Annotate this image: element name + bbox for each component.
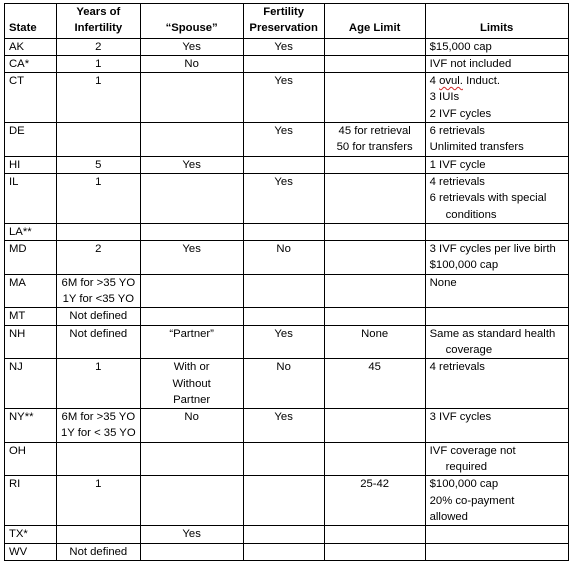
cell-line: coverage <box>445 343 493 356</box>
fertility-cell <box>243 325 324 359</box>
cell-line: 1 <box>95 75 102 88</box>
header-spouse: “Spouse” <box>140 4 243 39</box>
header-years-line: Infertility <box>74 22 123 35</box>
spouse-cell <box>140 38 243 55</box>
state-cell: DE <box>5 123 57 157</box>
state-cell: NH <box>5 325 57 359</box>
fertility-cell <box>243 442 324 476</box>
limits-cell <box>425 359 568 409</box>
header-limits: Limits <box>425 4 568 39</box>
state-cell: NY** <box>5 409 57 443</box>
limits-cell <box>425 442 568 476</box>
age-limit-cell <box>324 241 425 275</box>
table-row <box>5 308 569 325</box>
years-cell <box>57 325 141 359</box>
state-cell: TX* <box>5 526 57 543</box>
spouse-cell <box>140 55 243 72</box>
cell-line: Same as standard health <box>429 327 556 340</box>
limits-cell <box>425 223 568 240</box>
header-years-line: Years of <box>76 6 121 18</box>
table-row <box>5 409 569 443</box>
years-cell <box>57 223 141 240</box>
limits-cell <box>425 476 568 526</box>
table-body <box>5 38 569 560</box>
table-row <box>5 442 569 476</box>
cell-line: Yes <box>274 40 293 53</box>
age-limit-cell <box>324 173 425 223</box>
cell-line: $100,000 cap <box>429 259 499 272</box>
cell-line: None <box>361 327 389 340</box>
table-row <box>5 173 569 223</box>
cell-line: Yes <box>274 175 293 188</box>
cell-line: IVF coverage not <box>429 444 516 457</box>
years-cell <box>57 156 141 173</box>
table-header-row <box>5 4 569 39</box>
age-limit-cell <box>324 73 425 123</box>
cell-line: Unlimited transfers <box>429 141 524 154</box>
cell-line: 1 IVF cycle <box>429 158 486 171</box>
table-row <box>5 156 569 173</box>
cell-line: No <box>184 57 199 70</box>
age-limit-cell <box>324 442 425 476</box>
age-limit-cell <box>324 274 425 308</box>
cell-line: 5 <box>95 158 102 171</box>
state-cell: MA <box>5 274 57 308</box>
years-cell <box>57 241 141 275</box>
cell-line: $100,000 cap <box>429 478 499 491</box>
spouse-cell <box>140 526 243 543</box>
spouse-cell <box>140 476 243 526</box>
limits-cell <box>425 241 568 275</box>
age-limit-cell <box>324 359 425 409</box>
table-row <box>5 526 569 543</box>
cell-line: 4 ovul. Induct. <box>429 75 500 88</box>
age-limit-cell <box>324 123 425 157</box>
cell-line: “Partner” <box>169 327 214 340</box>
cell-line: 2 IVF cycles <box>429 107 492 120</box>
header-years <box>57 4 141 39</box>
cell-line: 50 for transfers <box>336 141 413 154</box>
fertility-cell <box>243 55 324 72</box>
state-cell: MD <box>5 241 57 275</box>
fertility-cell <box>243 73 324 123</box>
document-page <box>4 3 569 561</box>
age-limit-cell <box>324 409 425 443</box>
cell-line: 1 <box>95 478 102 491</box>
header-fertility <box>243 4 324 39</box>
cell-line: Not defined <box>69 327 128 340</box>
fertility-cell <box>243 223 324 240</box>
table-row <box>5 73 569 123</box>
spouse-cell <box>140 223 243 240</box>
fertility-cell <box>243 241 324 275</box>
limits-cell <box>425 55 568 72</box>
spouse-cell <box>140 308 243 325</box>
age-limit-cell <box>324 308 425 325</box>
cell-line: Yes <box>274 125 293 138</box>
fertility-cell <box>243 526 324 543</box>
cell-line: Yes <box>182 158 201 171</box>
cell-line: 20% co-payment <box>429 494 515 507</box>
limits-cell <box>425 409 568 443</box>
cell-line: 2 <box>95 40 102 53</box>
table-row <box>5 123 569 157</box>
cell-line: Not defined <box>69 310 128 323</box>
spouse-cell <box>140 156 243 173</box>
table-row <box>5 55 569 72</box>
cell-line: Partner <box>173 393 211 406</box>
cell-line: 25-42 <box>360 478 390 491</box>
fertility-cell <box>243 359 324 409</box>
years-cell <box>57 123 141 157</box>
fertility-cell <box>243 173 324 223</box>
cell-line: Yes <box>274 75 293 88</box>
cell-line: $15,000 cap <box>429 40 492 53</box>
fertility-cell <box>243 38 324 55</box>
cell-line: No <box>184 411 199 424</box>
fertility-cell <box>243 274 324 308</box>
cell-line: 1 <box>95 57 102 70</box>
cell-line: 6 retrievals <box>429 125 485 138</box>
years-cell <box>57 308 141 325</box>
limits-cell <box>425 325 568 359</box>
header-fertility-line: Preservation <box>249 22 318 35</box>
cell-line: IVF not included <box>429 57 512 70</box>
state-cell: OH <box>5 442 57 476</box>
state-cell: LA** <box>5 223 57 240</box>
fertility-cell <box>243 123 324 157</box>
cell-line: 4 retrievals <box>429 361 485 374</box>
header-age-limit: Age Limit <box>324 4 425 39</box>
spouse-cell <box>140 409 243 443</box>
age-limit-cell <box>324 156 425 173</box>
table-row <box>5 241 569 275</box>
state-cell: CT <box>5 73 57 123</box>
age-limit-cell <box>324 476 425 526</box>
age-limit-cell <box>324 38 425 55</box>
age-limit-cell <box>324 526 425 543</box>
spellcheck-word: ovul. <box>439 75 463 88</box>
spouse-cell <box>140 173 243 223</box>
limits-cell <box>425 173 568 223</box>
age-limit-cell <box>324 325 425 359</box>
spouse-cell <box>140 325 243 359</box>
state-cell: NJ <box>5 359 57 409</box>
years-cell <box>57 38 141 55</box>
limits-cell <box>425 308 568 325</box>
spouse-cell <box>140 442 243 476</box>
state-cell: MT <box>5 308 57 325</box>
cell-line: No <box>276 361 291 374</box>
table-row <box>5 359 569 409</box>
cell-line: None <box>429 276 457 289</box>
years-cell <box>57 359 141 409</box>
table-row <box>5 223 569 240</box>
cell-line: 45 <box>368 361 381 374</box>
fertility-cell <box>243 308 324 325</box>
years-cell <box>57 173 141 223</box>
state-cell: HI <box>5 156 57 173</box>
spouse-cell <box>140 123 243 157</box>
cell-line: Without <box>172 377 211 390</box>
cell-line: With or <box>173 361 210 374</box>
cell-line: required <box>445 461 488 474</box>
table-row <box>5 38 569 55</box>
years-cell <box>57 274 141 308</box>
state-cell: IL <box>5 173 57 223</box>
limits-cell <box>425 274 568 308</box>
cell-line: 3 IVF cycles per live birth <box>429 243 556 256</box>
cell-line: Yes <box>182 528 201 541</box>
cell-line: Yes <box>182 40 201 53</box>
state-coverage-table <box>4 3 569 561</box>
state-cell: WV <box>5 543 57 560</box>
cell-line: allowed <box>429 510 468 523</box>
cell-line: Not defined <box>69 545 128 558</box>
fertility-cell <box>243 156 324 173</box>
years-cell <box>57 73 141 123</box>
age-limit-cell <box>324 55 425 72</box>
table-row <box>5 476 569 526</box>
cell-line: 2 <box>95 243 102 256</box>
fertility-cell <box>243 476 324 526</box>
spouse-cell <box>140 241 243 275</box>
years-cell <box>57 409 141 443</box>
cell-line: Yes <box>274 411 293 424</box>
spouse-cell <box>140 359 243 409</box>
cell-line: 1 <box>95 175 102 188</box>
fertility-cell <box>243 409 324 443</box>
limits-cell <box>425 38 568 55</box>
years-cell <box>57 442 141 476</box>
cell-line: 45 for retrieval <box>338 125 411 138</box>
cell-line: 1Y for <35 YO <box>62 293 135 306</box>
state-cell: RI <box>5 476 57 526</box>
cell-line: 3 IVF cycles <box>429 411 492 424</box>
header-fertility-line: Fertility <box>263 6 305 18</box>
cell-line: 6M for >35 YO <box>61 276 136 289</box>
cell-line: 4 retrievals <box>429 175 485 188</box>
header-state: State <box>5 4 57 39</box>
cell-line: 1Y for < 35 YO <box>61 427 136 440</box>
limits-cell <box>425 156 568 173</box>
state-cell: CA* <box>5 55 57 72</box>
limits-cell <box>425 526 568 543</box>
cell-line: Yes <box>182 243 201 256</box>
cell-line: 6 retrievals with special <box>429 192 547 205</box>
cell-line: No <box>276 243 291 256</box>
age-limit-cell <box>324 223 425 240</box>
cell-line: 3 IUIs <box>429 91 460 104</box>
limits-cell <box>425 123 568 157</box>
years-cell <box>57 476 141 526</box>
cell-line: 6M for >35 YO <box>61 411 136 424</box>
cell-line: 1 <box>95 361 102 374</box>
table-row <box>5 325 569 359</box>
spouse-cell <box>140 274 243 308</box>
spouse-cell <box>140 73 243 123</box>
cell-line: conditions <box>445 208 497 221</box>
cell-line: Yes <box>274 327 293 340</box>
limits-cell <box>425 73 568 123</box>
years-cell <box>57 526 141 543</box>
state-cell: AK <box>5 38 57 55</box>
years-cell <box>57 55 141 72</box>
table-row <box>5 274 569 308</box>
